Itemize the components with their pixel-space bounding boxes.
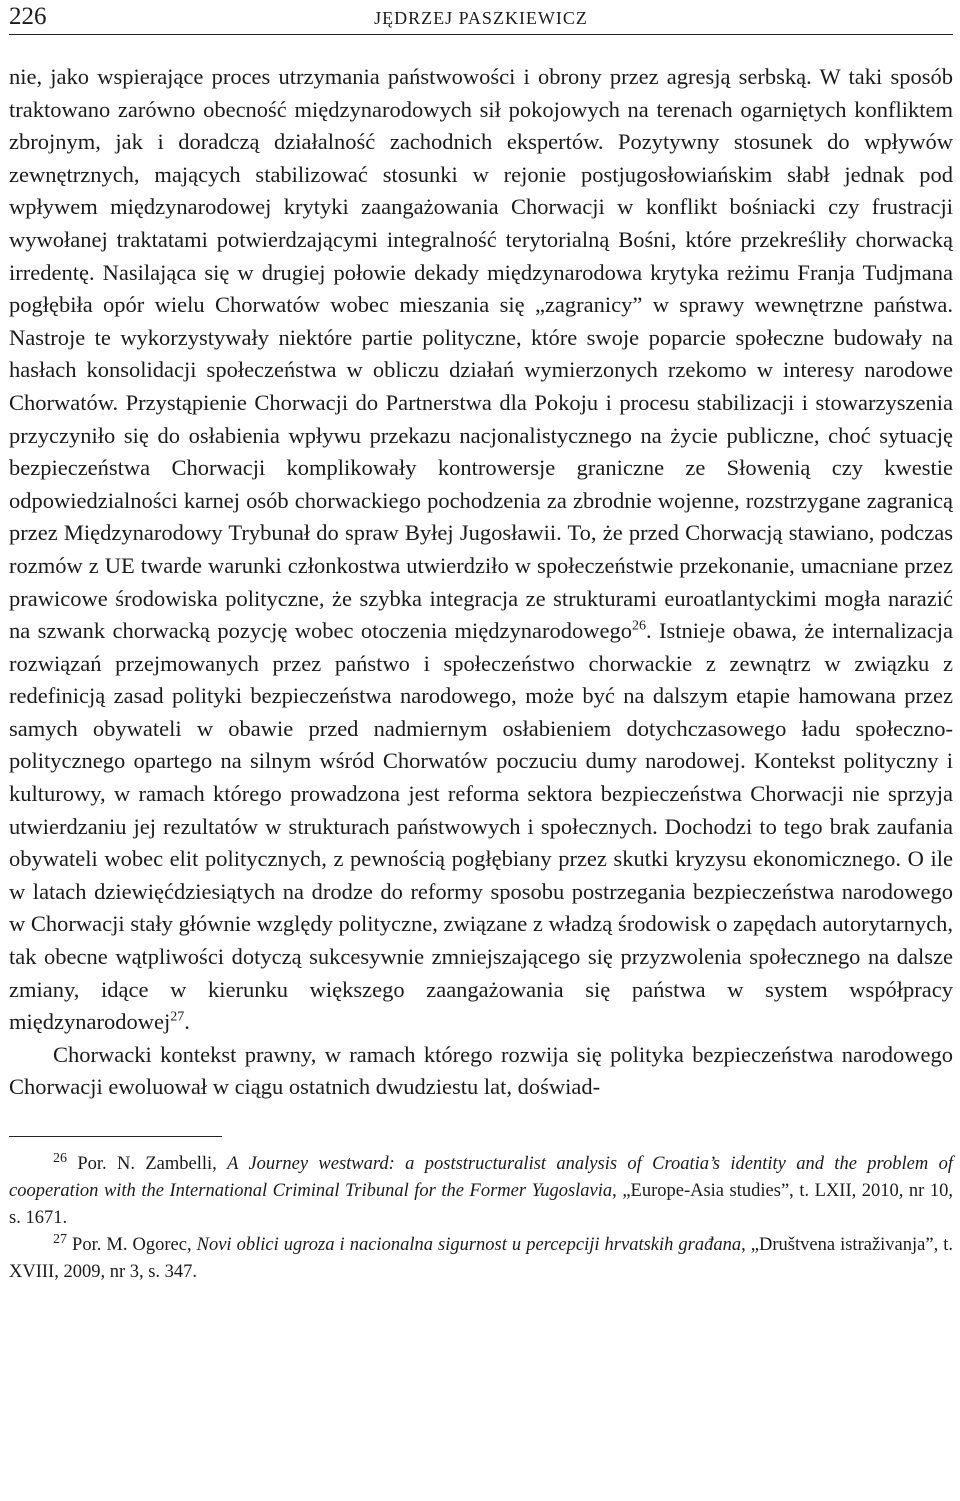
- footnote-tail: , „Europe-Asia studies”, t. LXII, 2010, nr 10, s. 1671.: [9, 1181, 954, 1228]
- running-header: [9, 4, 953, 35]
- footnote-lead: Por. M. Ogorec,: [67, 1235, 197, 1255]
- footnote-number: 26: [53, 1150, 67, 1166]
- footnotes: [9, 1151, 953, 1286]
- paragraph-1-part-b: . Istnieje obawa, że internalizacja rozwiązań przejmowanych przez państwo i społeczeństwo chorwackie z zewnątrz w związku z redefinicją zasad polityki bezpieczeństwa narodowego, może być na dalszym etapie hamowana przez samych obywateli w obawie przed nadmiernym osłabieniem dotychczasowego ładu społeczno-politycznego opartego na silnym wśród Chorwatów poczuciu dumy narodowej. Kontekst polityczny i kulturowy, w ramach którego prowadzona jest reforma sektora bezpieczeństwa Chorwacji nie sprzyja utwierdzaniu jej rezultatów w strukturach państwowych i społecznych. Dochodzi to tego brak zaufania obywateli wobec elit politycznych, z pewnością pogłębiany przez skutki kryzysu ekonomicznego. O ile w latach dziewięćdziesiątych na drodze do reformy sposobu postrzegania bezpieczeństwa narodowego w Chorwacji stały głównie względy polityczne, związane z władzą środowisk o zapędach autorytarnych, tak obecne wątpliwości dotyczą sukcesywnie zmniejszającego się przyzwolenia społecznego na dalsze zmiany, idące w kierunku większego zaangażowania się państwa w system współpracy międzynarodowej: [9, 618, 953, 1035]
- footnote-26: [9, 1151, 953, 1232]
- footnote-lead: Por. N. Zambelli,: [67, 1154, 228, 1174]
- footnote-27: [9, 1232, 953, 1286]
- footnote-tail: , „Društvena istraživanja”, t. XVIII, 2009, nr 3, s. 347.: [9, 1235, 954, 1282]
- paragraph-2: Chorwacki kontekst prawny, w ramach którego rozwija się polityka bezpieczeństwa narodowego Chorwacji ewoluował w ciągu ostatnich dwudziestu lat, doświad-: [9, 1041, 953, 1100]
- main-text: [9, 61, 953, 1104]
- paragraph-1: [9, 61, 953, 1039]
- paragraph-1-part-a: nie, jako wspierające proces utrzymania państwowości i obrony przez agresją serbską. W taki sposób traktowano zarówno obecność międzynarodowych sił pokojowych na terenach ogarniętych konfliktem zbrojnym, jak i doradczą działalność zachodnich ekspertów. Pozytywny stosunek do wpływów zewnętrznych, mających stabilizować stosunki w rejonie postjugosłowiańskim słabł jednak pod wpływem międzynarodowej krytyki zaangażowania Chorwacji w konflikt bośniacki czy frustracji wywołanej traktatami potwierdzającymi integralność terytorialną Bośni, które przekreśliły chorwacką irredentę. Nasilająca się w drugiej połowie dekady międzynarodowa krytyka reżimu Franja Tudjmana pogłębiła opór wielu Chorwatów wobec mieszania się „zagranicy” w sprawy wewnętrzne państwa. Nastroje te wykorzystywały niektóre partie polityczne, które swoje poparcie społeczne budowały na hasłach konsolidacji społeczeństwa w obliczu działań wymierzonych rzekomo w interesy narodowe Chorwatów. Przystąpienie Chorwacji do Partnerstwa dla Pokoju i procesu stabilizacji i stowarzyszenia przyczyniło się do osłabienia wpływu przekazu nacjonalistycznego na życie publiczne, choć sytuację bezpieczeństwa Chorwacji komplikowały kontrowersje graniczne ze Słowenią czy kwestie odpowiedzialności karnej osób chorwackiego pochodzenia za zbrodnie wojenne, rozstrzygane zagranicą przez Międzynarodowy Trybunał do spraw Byłej Jugosławii. To, że przed Chorwacją stawiano, podczas rozmów z UE twarde warunki członkostwa utwierdziło w społeczeństwie przekonanie, umacniane przez prawicowe środowiska polityczne, że szybka integracja ze strukturami euroatlantyckimi mogła narazić na szwank chorwacką pozycję wobec otoczenia międzynarodowego: [9, 64, 953, 644]
- document-page: [9, 0, 953, 1501]
- page-number: 226: [9, 3, 47, 30]
- running-head-author: JĘDRZEJ PASZKIEWICZ: [374, 8, 588, 28]
- footnote-ref-26[interactable]: 26: [631, 618, 646, 634]
- footnote-ref-27[interactable]: 27: [170, 1009, 185, 1025]
- footnote-number: 27: [53, 1231, 67, 1247]
- footnote-separator: [9, 1136, 222, 1137]
- paragraph-1-part-c: .: [184, 1009, 190, 1035]
- footnote-title: Novi oblici ugroza i nacionalna sigurnost u percepciji hrvatskih građana: [196, 1235, 742, 1255]
- footnote-title: A Journey westward: a poststructuralist analysis of Croatia’s identity and the problem of cooperation with the International Criminal Tribunal for the Former Yugoslavia: [9, 1154, 953, 1201]
